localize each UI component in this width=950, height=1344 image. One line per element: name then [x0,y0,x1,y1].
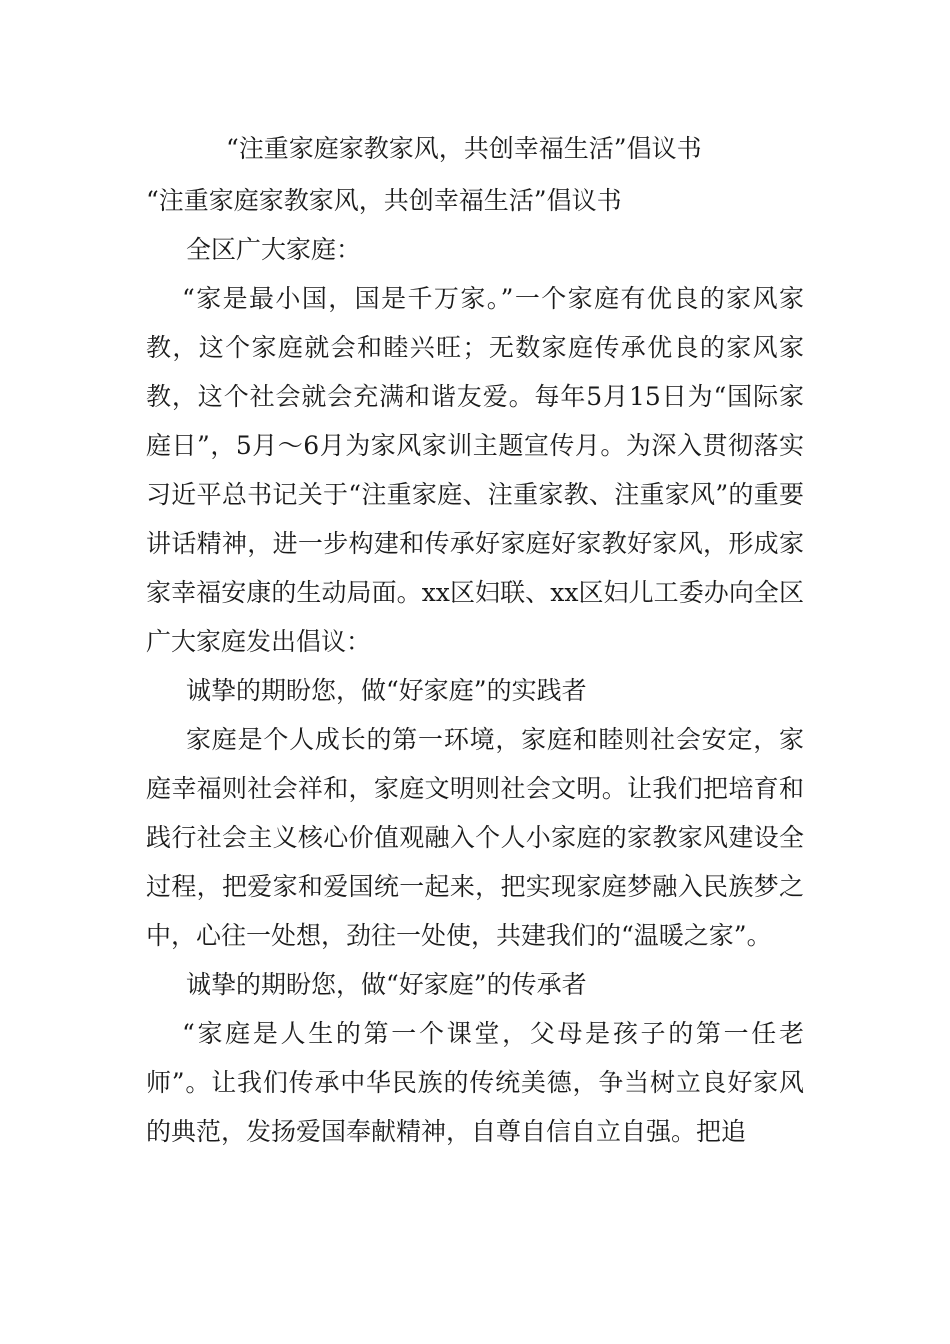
document-body [146,176,804,1156]
section-heading-inherit: 诚挚的期盼您，做“好家庭”的传承者 [186,970,587,999]
section-heading-practice: 诚挚的期盼您，做“好家庭”的实践者 [186,676,587,705]
paragraph-practice: 家庭是个人成长的第一环境，家庭和睦则社会安定，家庭幸福则社会祥和，家庭文明则社会文明。让我们把培育和践行社会主义核心价值观融入个人小家庭的家教家风建设全过程，把爱家和爱国统一起来，把实现家庭梦融入民族梦之中，心往一处想，劲往一处使，共建我们的“温暖之家”。 [146,725,804,950]
paragraph-inherit: “家庭是人生的第一个课堂，父母是孩子的第一任老师”。让我们传承中华民族的传统美德，争当树立良好家风的典范，发扬爱国奉献精神，自尊自信自立自强。把追 [146,1019,804,1146]
salutation: 全区广大家庭： [186,235,362,264]
document-subtitle: “注重家庭家教家风，共创幸福生活”倡议书 [146,186,622,215]
paragraph-intro: “家是最小国，国是千万家。”一个家庭有优良的家风家教，这个家庭就会和睦兴旺；无数家庭传承优良的家风家教，这个社会就会充满和谐友爱。每年5月15日为“国际家庭日”，5月～6月为家风家训主题宣传月。为深入贯彻落实习近平总书记关于“注重家庭、注重家教、注重家风”的重要讲话精神，进一步构建和传承好家庭好家教好家风，形成家家幸福安康的生动局面。xx区妇联、xx区妇儿工委办向全区广大家庭发出倡议： [146,284,804,656]
document-title: “注重家庭家教家风，共创幸福生活”倡议书 [226,134,702,163]
